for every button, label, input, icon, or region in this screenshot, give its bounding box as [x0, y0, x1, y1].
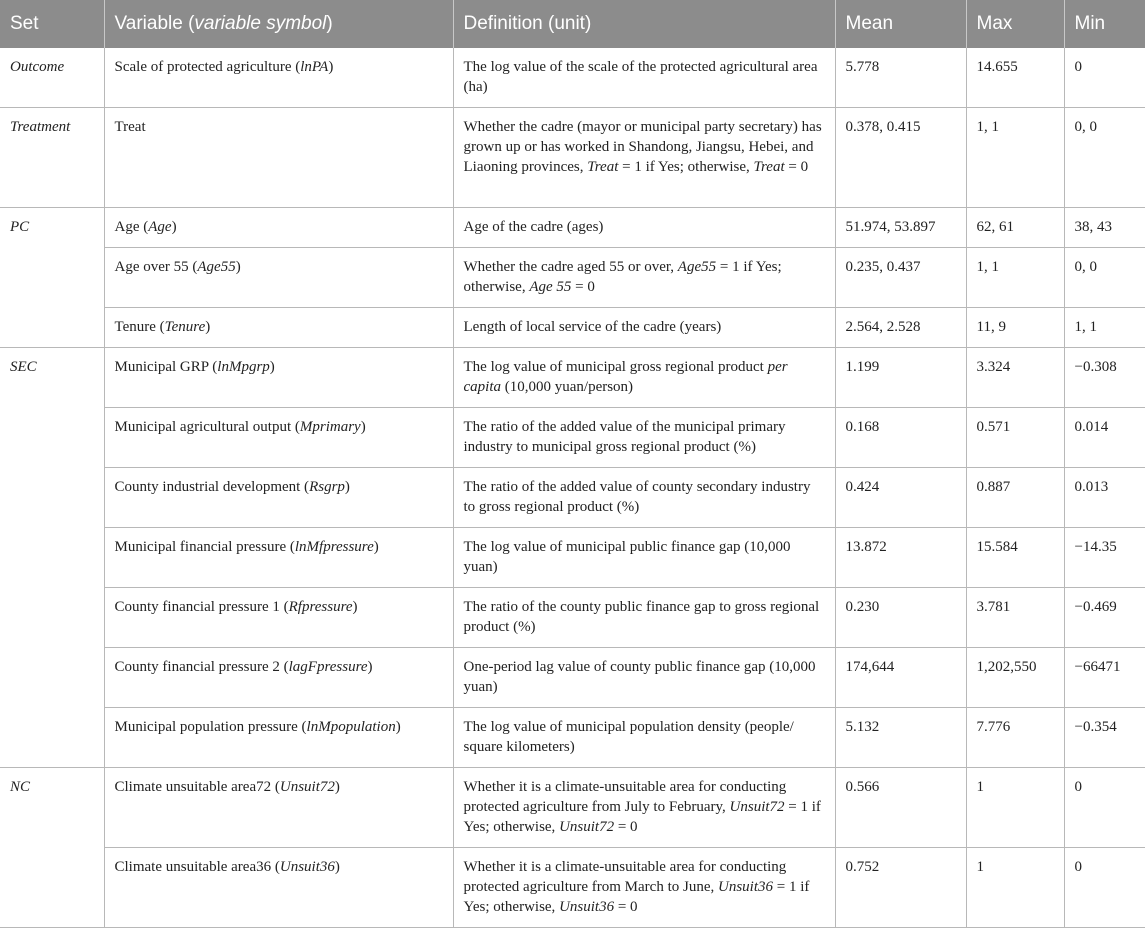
mean-cell: 1.199: [835, 348, 966, 408]
variable-name: Climate unsuitable area36 (: [114, 859, 280, 875]
header-variable: [104, 0, 453, 48]
definition-text: Whether it is a climate-unsuitable area for conducting protected agriculture from March to June,: [463, 859, 787, 895]
definition-cell: [453, 248, 835, 308]
variable-cell: [104, 768, 453, 848]
table-row: [0, 48, 1145, 108]
definition-cell: The ratio of the added value of county secondary industry to gross regional product (%): [453, 468, 835, 528]
variable-name: Scale of protected agriculture (: [114, 59, 301, 75]
variable-close: ): [171, 219, 177, 235]
table-row: [0, 588, 1145, 648]
variable-symbol: lnMpgrp: [217, 359, 270, 375]
max-cell: 11, 9: [966, 308, 1064, 348]
variable-close: ): [334, 779, 340, 795]
variable-close: ): [395, 719, 401, 735]
max-cell: 7.776: [966, 708, 1064, 768]
variable-cell: [104, 408, 453, 468]
table-row: [0, 468, 1145, 528]
table-header: [0, 0, 1145, 48]
definition-symbol: Unsuit72: [729, 799, 785, 815]
mean-cell: 0.230: [835, 588, 966, 648]
mean-cell: 0.752: [835, 848, 966, 928]
max-cell: 0.887: [966, 468, 1064, 528]
table-row: [0, 408, 1145, 468]
max-cell: 1,202,550: [966, 648, 1064, 708]
definition-cell: [453, 768, 835, 848]
table-row: [0, 768, 1145, 848]
max-cell: 14.655: [966, 48, 1064, 108]
mean-cell: 0.424: [835, 468, 966, 528]
min-cell: 0: [1064, 848, 1145, 928]
variable-close: ): [328, 59, 334, 75]
definition-text: The log value of municipal gross regional product: [463, 359, 768, 375]
header-set: Set: [0, 0, 104, 48]
definition-text: = 1 if Yes; otherwise,: [618, 159, 754, 175]
min-cell: 0, 0: [1064, 248, 1145, 308]
mean-cell: 51.974, 53.897: [835, 208, 966, 248]
table-row: [0, 708, 1145, 768]
variable-cell: [104, 468, 453, 528]
table-row: [0, 528, 1145, 588]
variable-symbol: Age: [148, 219, 172, 235]
mean-cell: 2.564, 2.528: [835, 308, 966, 348]
mean-cell: 0.168: [835, 408, 966, 468]
definition-cell: The log value of municipal public finance gap (10,000 yuan): [453, 528, 835, 588]
variable-cell: [104, 648, 453, 708]
min-cell: 0.014: [1064, 408, 1145, 468]
mean-cell: 174,644: [835, 648, 966, 708]
min-cell: 38, 43: [1064, 208, 1145, 248]
definition-symbol: Unsuit36: [718, 879, 774, 895]
min-cell: 1, 1: [1064, 308, 1145, 348]
variable-symbol: Unsuit72: [279, 779, 335, 795]
variable-name: Municipal population pressure (: [114, 719, 307, 735]
variable-name: Tenure (: [114, 319, 165, 335]
header-max: Max: [966, 0, 1064, 48]
max-cell: 62, 61: [966, 208, 1064, 248]
variable-name: Climate unsuitable area72 (: [114, 779, 280, 795]
definition-cell: Age of the cadre (ages): [453, 208, 835, 248]
max-cell: 1, 1: [966, 248, 1064, 308]
table-row: [0, 108, 1145, 208]
set-cell: Outcome: [0, 48, 104, 108]
table-row: [0, 208, 1145, 248]
definition-text: Whether the cadre aged 55 or over,: [463, 259, 678, 275]
definition-symbol: Age 55: [529, 279, 572, 295]
min-cell: −66471: [1064, 648, 1145, 708]
definition-symbol: Treat: [587, 159, 619, 175]
table-row: [0, 248, 1145, 308]
min-cell: 0: [1064, 768, 1145, 848]
definition-cell: The log value of the scale of the protected agricultural area (ha): [453, 48, 835, 108]
variable-close: ): [269, 359, 275, 375]
min-cell: −0.308: [1064, 348, 1145, 408]
variable-symbol: lnPA: [300, 59, 329, 75]
variable-name: Age (: [114, 219, 149, 235]
variable-name: County industrial development (: [114, 479, 310, 495]
min-cell: −0.354: [1064, 708, 1145, 768]
definition-cell: [453, 108, 835, 208]
set-cell: Treatment: [0, 108, 104, 208]
mean-cell: 5.778: [835, 48, 966, 108]
header-variable-close: ): [326, 13, 333, 34]
variable-name: Municipal agricultural output (: [114, 419, 300, 435]
min-cell: −14.35: [1064, 528, 1145, 588]
definition-symbol: Treat: [753, 159, 785, 175]
variable-close: ): [373, 539, 379, 555]
variable-cell: [104, 248, 453, 308]
definition-text: = 0: [614, 819, 638, 835]
definition-cell: Length of local service of the cadre (years): [453, 308, 835, 348]
variable-close: ): [205, 319, 211, 335]
header-min: Min: [1064, 0, 1145, 48]
definition-text: = 0: [784, 159, 809, 175]
variable-cell: [104, 48, 453, 108]
definition-text: Whether it is a climate-unsuitable area for conducting protected agriculture from July to February,: [463, 779, 787, 815]
max-cell: 1: [966, 768, 1064, 848]
max-cell: 15.584: [966, 528, 1064, 588]
definition-cell: The ratio of the county public finance gap to gross regional product (%): [453, 588, 835, 648]
variable-name: Municipal financial pressure (: [114, 539, 295, 555]
variable-close: ): [334, 859, 340, 875]
variable-name: Age over 55 (: [114, 259, 198, 275]
variable-symbol: Rsgrp: [309, 479, 345, 495]
variable-cell: Treat: [104, 108, 453, 208]
set-cell: NC: [0, 768, 104, 928]
max-cell: 1, 1: [966, 108, 1064, 208]
mean-cell: 0.378, 0.415: [835, 108, 966, 208]
variable-name: County financial pressure 2 (: [114, 659, 289, 675]
definition-text: (10,000 yuan/person): [501, 379, 634, 395]
variable-close: ): [367, 659, 373, 675]
min-cell: 0.013: [1064, 468, 1145, 528]
definition-cell: [453, 848, 835, 928]
set-cell: PC: [0, 208, 104, 348]
mean-cell: 0.235, 0.437: [835, 248, 966, 308]
definition-text: = 0: [571, 279, 595, 295]
definition-cell: [453, 348, 835, 408]
variable-close: ): [352, 599, 358, 615]
max-cell: 3.781: [966, 588, 1064, 648]
definition-symbol: Unsuit36: [559, 899, 615, 915]
mean-cell: 5.132: [835, 708, 966, 768]
definition-text: = 1 if Yes; otherwise,: [463, 799, 821, 835]
definition-emphasis: per capita: [463, 359, 788, 395]
min-cell: 0: [1064, 48, 1145, 108]
definition-text: = 1 if Yes; otherwise,: [463, 879, 810, 915]
definition-symbol: Age55: [677, 259, 717, 275]
min-cell: 0, 0: [1064, 108, 1145, 208]
max-cell: 3.324: [966, 348, 1064, 408]
variable-cell: [104, 588, 453, 648]
set-cell: SEC: [0, 348, 104, 768]
variable-cell: [104, 208, 453, 248]
definition-text: = 1 if Yes; otherwise,: [463, 259, 782, 295]
variable-cell: [104, 528, 453, 588]
table-row: [0, 848, 1145, 928]
table-row: [0, 648, 1145, 708]
header-definition: Definition (unit): [453, 0, 835, 48]
max-cell: 1: [966, 848, 1064, 928]
table-row: [0, 348, 1145, 408]
table-row: [0, 308, 1145, 348]
variable-symbol: Rfpressure: [288, 599, 353, 615]
variable-symbol: Mprimary: [299, 419, 361, 435]
variable-symbol: Tenure: [164, 319, 206, 335]
variable-name: Municipal GRP (: [114, 359, 218, 375]
definition-cell: The log value of municipal population density (people/ square kilometers): [453, 708, 835, 768]
definition-cell: One-period lag value of county public finance gap (10,000 yuan): [453, 648, 835, 708]
variable-close: ): [344, 479, 350, 495]
variable-cell: [104, 848, 453, 928]
variable-name: County financial pressure 1 (: [114, 599, 289, 615]
variable-cell: [104, 348, 453, 408]
definition-cell: The ratio of the added value of the municipal primary industry to municipal gross regional product (%): [453, 408, 835, 468]
max-cell: 0.571: [966, 408, 1064, 468]
variable-symbol: lnMpopulation: [306, 719, 396, 735]
variable-close: ): [235, 259, 241, 275]
min-cell: −0.469: [1064, 588, 1145, 648]
variable-symbol: lagFpressure: [288, 659, 368, 675]
header-variable-symbol: variable symbol: [194, 13, 327, 34]
definition-text: = 0: [614, 899, 638, 915]
definition-symbol: Unsuit72: [559, 819, 615, 835]
header-mean: Mean: [835, 0, 966, 48]
variable-symbol: Unsuit36: [279, 859, 335, 875]
variable-cell: [104, 308, 453, 348]
variable-symbol: lnMfpressure: [294, 539, 374, 555]
definition-text: Whether the cadre (mayor or municipal party secretary) has grown up or has worked in Shandong, Jiangsu, Hebei, and Liaoning provinces,: [463, 119, 822, 175]
mean-cell: 0.566: [835, 768, 966, 848]
variable-close: ): [360, 419, 366, 435]
header-variable-text: Variable (: [114, 13, 195, 34]
variable-cell: [104, 708, 453, 768]
variable-symbol: Age55: [197, 259, 236, 275]
mean-cell: 13.872: [835, 528, 966, 588]
